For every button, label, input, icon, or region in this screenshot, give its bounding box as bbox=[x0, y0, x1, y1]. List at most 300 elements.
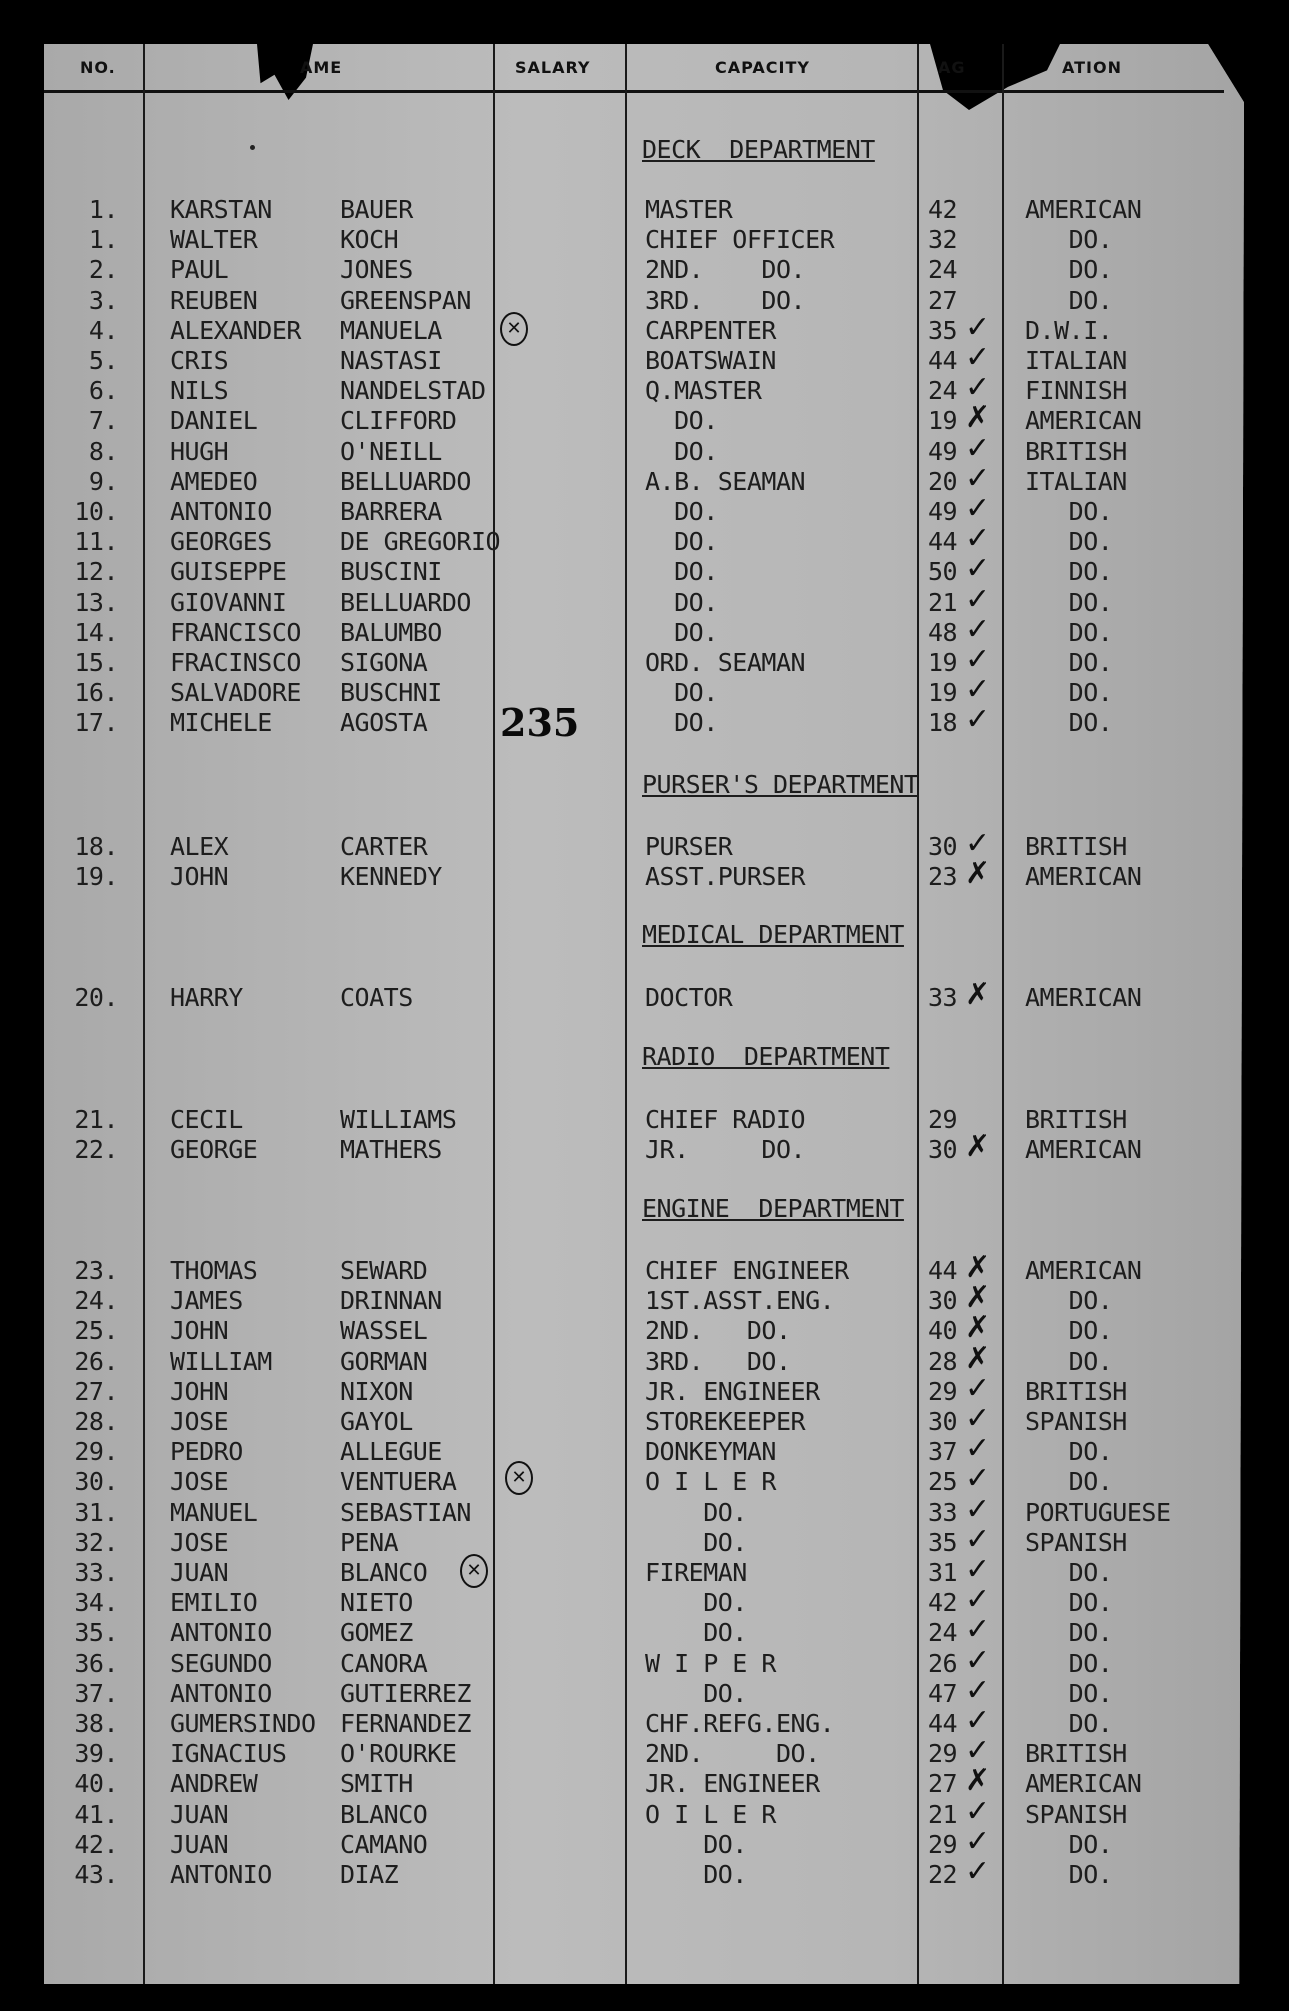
row-no: 39. bbox=[74, 1739, 118, 1769]
cross-mark: ✗ bbox=[965, 856, 991, 892]
capacity: DO. bbox=[645, 1527, 747, 1557]
row-no: 29. bbox=[74, 1437, 118, 1467]
age: 32 bbox=[928, 225, 958, 255]
column-rule bbox=[917, 44, 919, 1984]
nationality: AMERICAN bbox=[1025, 195, 1142, 224]
first-name: AMEDEO bbox=[170, 466, 258, 496]
nationality: DO. bbox=[1025, 1467, 1113, 1497]
age: 33 bbox=[928, 1497, 958, 1527]
row-no: 4. bbox=[88, 315, 118, 345]
row-no: 31. bbox=[74, 1497, 118, 1527]
capacity: DO. bbox=[645, 708, 718, 738]
first-name: GUISEPPE bbox=[170, 557, 287, 587]
capacity: PURSER bbox=[645, 832, 733, 861]
age: 24 bbox=[928, 255, 958, 285]
age: 49 bbox=[928, 436, 958, 466]
row-no: 7. bbox=[88, 406, 118, 436]
nationality: AMERICAN bbox=[1025, 1256, 1142, 1285]
nationality: SPANISH bbox=[1025, 1799, 1127, 1829]
first-name: MANUEL bbox=[170, 1497, 258, 1527]
last-name: NIXON bbox=[340, 1376, 413, 1406]
first-name: ANDREW bbox=[170, 1769, 258, 1799]
age: 25 bbox=[928, 1467, 958, 1497]
age: 26 bbox=[928, 1648, 958, 1678]
nationality: BRITISH bbox=[1025, 1105, 1127, 1134]
first-name: JOSE bbox=[170, 1527, 229, 1557]
capacity: CHIEF ENGINEER bbox=[645, 1256, 849, 1285]
age: 29 bbox=[928, 1739, 958, 1769]
last-name: BUSCHNI bbox=[340, 678, 442, 708]
first-name: JOHN bbox=[170, 1376, 229, 1406]
nationality: DO. bbox=[1025, 1558, 1113, 1587]
last-name: BAUER bbox=[340, 195, 413, 224]
last-name: COATS bbox=[340, 983, 413, 1012]
row-no: 40. bbox=[74, 1769, 118, 1799]
first-name: CECIL bbox=[170, 1105, 243, 1134]
column-rule bbox=[493, 44, 495, 1984]
last-name: WASSEL bbox=[340, 1316, 428, 1346]
first-name: JOSE bbox=[170, 1407, 229, 1436]
row-no: 43. bbox=[74, 1860, 118, 1889]
check-mark: ✓ bbox=[965, 1491, 991, 1527]
nationality: BRITISH bbox=[1025, 436, 1127, 466]
circled-x-mark: ✕ bbox=[505, 1461, 533, 1495]
check-mark: ✓ bbox=[965, 826, 991, 861]
row-no: 24. bbox=[74, 1286, 118, 1316]
age: 24 bbox=[928, 1618, 958, 1648]
capacity: DO. bbox=[645, 557, 718, 587]
age: 23 bbox=[928, 862, 958, 892]
first-name: ANTONIO bbox=[170, 1860, 272, 1889]
circled-x-mark: ✕ bbox=[460, 1554, 488, 1588]
nationality: SPANISH bbox=[1025, 1527, 1127, 1557]
row-no: 27. bbox=[74, 1376, 118, 1406]
nationality: DO. bbox=[1025, 1678, 1113, 1708]
row-no: 23. bbox=[74, 1256, 118, 1285]
row-no: 11. bbox=[74, 527, 118, 557]
cross-mark: ✗ bbox=[965, 1763, 991, 1799]
age: 19 bbox=[928, 648, 958, 677]
capacity: DO. bbox=[645, 617, 718, 647]
section-title: MEDICAL DEPARTMENT bbox=[642, 920, 904, 949]
row-no: 6. bbox=[88, 376, 118, 406]
last-name: VENTUERA bbox=[340, 1467, 457, 1497]
row-no: 35. bbox=[74, 1618, 118, 1648]
cross-mark: ✗ bbox=[965, 1250, 991, 1285]
nationality: DO. bbox=[1025, 1829, 1113, 1859]
nationality: AMERICAN bbox=[1025, 406, 1142, 436]
section-title: PURSER'S DEPARTMENT bbox=[642, 770, 919, 799]
nationality: DO. bbox=[1025, 527, 1113, 557]
age: 24 bbox=[928, 376, 958, 406]
age: 35 bbox=[928, 1527, 958, 1557]
column-rule bbox=[143, 44, 145, 1984]
age: 19 bbox=[928, 678, 958, 708]
age: 31 bbox=[928, 1558, 958, 1587]
nationality: AMERICAN bbox=[1025, 983, 1142, 1012]
capacity: DO. bbox=[645, 436, 718, 466]
row-no: 1. bbox=[88, 225, 118, 255]
row-no: 25. bbox=[74, 1316, 118, 1346]
last-name: CLIFFORD bbox=[340, 406, 457, 436]
row-no: 26. bbox=[74, 1346, 118, 1376]
nationality: ITALIAN bbox=[1025, 466, 1127, 496]
check-mark: ✓ bbox=[965, 611, 991, 647]
capacity: JR. ENGINEER bbox=[645, 1769, 820, 1799]
capacity: DO. bbox=[645, 406, 718, 436]
check-mark: ✓ bbox=[965, 340, 991, 375]
row-no: 42. bbox=[74, 1829, 118, 1859]
capacity: DO. bbox=[645, 1860, 747, 1889]
age: 44 bbox=[928, 1709, 958, 1738]
nationality: DO. bbox=[1025, 648, 1113, 677]
capacity: DO. bbox=[645, 587, 718, 617]
capacity: DO. bbox=[645, 497, 718, 526]
first-name: FRACINSCO bbox=[170, 648, 301, 677]
age: 30 bbox=[928, 1286, 958, 1316]
last-name: O'ROURKE bbox=[340, 1739, 457, 1769]
last-name: DIAZ bbox=[340, 1860, 399, 1889]
first-name: SEGUNDO bbox=[170, 1648, 272, 1678]
row-no: 33. bbox=[74, 1558, 118, 1587]
row-no: 34. bbox=[74, 1588, 118, 1618]
cross-mark: ✗ bbox=[965, 1129, 991, 1165]
nationality: AMERICAN bbox=[1025, 862, 1142, 892]
capacity: ORD. SEAMAN bbox=[645, 648, 806, 677]
first-name: MICHELE bbox=[170, 708, 272, 738]
nationality: DO. bbox=[1025, 708, 1113, 738]
last-name: BALUMBO bbox=[340, 617, 442, 647]
age: 22 bbox=[928, 1860, 958, 1889]
capacity: DO. bbox=[645, 1829, 747, 1859]
check-mark: ✓ bbox=[965, 521, 991, 557]
nationality: DO. bbox=[1025, 587, 1113, 617]
age: 44 bbox=[928, 1256, 958, 1285]
last-name: ALLEGUE bbox=[340, 1437, 442, 1467]
capacity: DO. bbox=[645, 1618, 747, 1648]
capacity: Q.MASTER bbox=[645, 376, 762, 406]
check-mark: ✓ bbox=[965, 430, 991, 466]
first-name: DANIEL bbox=[170, 406, 258, 436]
first-name: GEORGES bbox=[170, 527, 272, 557]
age: 18 bbox=[928, 708, 958, 738]
capacity: 2ND. DO. bbox=[645, 1739, 820, 1769]
nationality: DO. bbox=[1025, 1618, 1113, 1648]
capacity: JR. DO. bbox=[645, 1135, 806, 1165]
first-name: THOMAS bbox=[170, 1256, 258, 1285]
last-name: BLANCO bbox=[340, 1799, 428, 1829]
section-title: DECK DEPARTMENT bbox=[642, 135, 875, 164]
first-name: PEDRO bbox=[170, 1437, 243, 1467]
row-no: 41. bbox=[74, 1799, 118, 1829]
age: 35 bbox=[928, 315, 958, 345]
age: 19 bbox=[928, 406, 958, 436]
age: 30 bbox=[928, 1135, 958, 1165]
nationality: ITALIAN bbox=[1025, 346, 1127, 375]
row-no: 37. bbox=[74, 1678, 118, 1708]
last-name: GAYOL bbox=[340, 1407, 413, 1436]
first-name: ANTONIO bbox=[170, 497, 272, 526]
col-header-capacity: CAPACITY bbox=[715, 58, 810, 77]
row-no: 10. bbox=[74, 497, 118, 526]
last-name: BELLUARDO bbox=[340, 587, 471, 617]
last-name: KENNEDY bbox=[340, 862, 442, 892]
last-name: MANUELA bbox=[340, 315, 442, 345]
age: 42 bbox=[928, 1588, 958, 1618]
circled-x-mark: ✕ bbox=[500, 312, 528, 346]
capacity: CHIEF OFFICER bbox=[645, 225, 835, 255]
column-rule bbox=[625, 44, 627, 1984]
last-name: BARRERA bbox=[340, 497, 442, 526]
first-name: EMILIO bbox=[170, 1588, 258, 1618]
nationality: DO. bbox=[1025, 255, 1113, 285]
row-no: 16. bbox=[74, 678, 118, 708]
cross-mark: ✗ bbox=[965, 1280, 991, 1316]
row-no: 28. bbox=[74, 1407, 118, 1436]
last-name: MATHERS bbox=[340, 1135, 442, 1165]
check-mark: ✓ bbox=[965, 1582, 991, 1618]
nationality: DO. bbox=[1025, 285, 1113, 315]
section-title: RADIO DEPARTMENT bbox=[642, 1042, 890, 1071]
check-mark: ✓ bbox=[965, 1793, 991, 1829]
col-header-age: AG bbox=[938, 58, 966, 77]
column-rule bbox=[1002, 44, 1004, 1984]
check-mark: ✓ bbox=[965, 1642, 991, 1678]
nationality: AMERICAN bbox=[1025, 1769, 1142, 1799]
first-name: CRIS bbox=[170, 346, 229, 375]
nationality: DO. bbox=[1025, 1709, 1113, 1738]
capacity: DONKEYMAN bbox=[645, 1437, 776, 1467]
last-name: GORMAN bbox=[340, 1346, 428, 1376]
first-name: ANTONIO bbox=[170, 1618, 272, 1648]
age: 47 bbox=[928, 1678, 958, 1708]
col-header-name: AME bbox=[300, 58, 343, 77]
last-name: GREENSPAN bbox=[340, 285, 471, 315]
last-name: JONES bbox=[340, 255, 413, 285]
check-mark: ✓ bbox=[965, 1854, 991, 1889]
first-name: JUAN bbox=[170, 1799, 229, 1829]
salary-note: 235 bbox=[500, 700, 580, 745]
age: 50 bbox=[928, 557, 958, 587]
age: 28 bbox=[928, 1346, 958, 1376]
check-mark: ✓ bbox=[965, 1733, 991, 1769]
age: 30 bbox=[928, 832, 958, 861]
first-name: JOHN bbox=[170, 862, 229, 892]
first-name: GEORGE bbox=[170, 1135, 258, 1165]
row-no: 20. bbox=[74, 983, 118, 1012]
capacity: DO. bbox=[645, 1497, 747, 1527]
capacity: MASTER bbox=[645, 195, 733, 224]
first-name: PAUL bbox=[170, 255, 229, 285]
nationality: DO. bbox=[1025, 1860, 1113, 1889]
capacity: 2ND. DO. bbox=[645, 1316, 791, 1346]
last-name: GUTIERREZ bbox=[340, 1678, 471, 1708]
check-mark: ✓ bbox=[965, 672, 991, 708]
capacity: CHF.REFG.ENG. bbox=[645, 1709, 835, 1738]
nationality: DO. bbox=[1025, 1286, 1113, 1316]
first-name: ALEX bbox=[170, 832, 229, 861]
age: 49 bbox=[928, 497, 958, 526]
check-mark: ✓ bbox=[965, 1823, 991, 1859]
capacity: CARPENTER bbox=[645, 315, 776, 345]
first-name: JUAN bbox=[170, 1829, 229, 1859]
first-name: FRANCISCO bbox=[170, 617, 301, 647]
row-no: 14. bbox=[74, 617, 118, 647]
first-name: HARRY bbox=[170, 983, 243, 1012]
age: 42 bbox=[928, 195, 958, 224]
first-name: JOSE bbox=[170, 1467, 229, 1497]
age: 37 bbox=[928, 1437, 958, 1467]
check-mark: ✓ bbox=[965, 702, 991, 738]
check-mark: ✓ bbox=[965, 1703, 991, 1738]
last-name: NANDELSTAD bbox=[340, 376, 486, 406]
section-title: ENGINE DEPARTMENT bbox=[642, 1194, 904, 1223]
last-name: AGOSTA bbox=[340, 708, 428, 738]
capacity: DO. bbox=[645, 1588, 747, 1618]
last-name: SEWARD bbox=[340, 1256, 428, 1285]
last-name: SMITH bbox=[340, 1769, 413, 1799]
check-mark: ✓ bbox=[965, 1401, 991, 1436]
capacity: O I L E R bbox=[645, 1799, 776, 1829]
row-no: 5. bbox=[88, 346, 118, 375]
last-name: O'NEILL bbox=[340, 436, 442, 466]
capacity: DO. bbox=[645, 1678, 747, 1708]
nationality: BRITISH bbox=[1025, 1376, 1127, 1406]
capacity: W I P E R bbox=[645, 1648, 776, 1678]
last-name: BUSCINI bbox=[340, 557, 442, 587]
check-mark: ✓ bbox=[965, 1431, 991, 1467]
capacity: BOATSWAIN bbox=[645, 346, 776, 375]
first-name: NILS bbox=[170, 376, 229, 406]
check-mark: ✓ bbox=[965, 581, 991, 617]
row-no: 32. bbox=[74, 1527, 118, 1557]
last-name: NIETO bbox=[340, 1588, 413, 1618]
nationality: DO. bbox=[1025, 225, 1113, 255]
nationality: FINNISH bbox=[1025, 376, 1127, 406]
first-name: KARSTAN bbox=[170, 195, 272, 224]
check-mark: ✓ bbox=[965, 1370, 991, 1406]
capacity: JR. ENGINEER bbox=[645, 1376, 820, 1406]
age: 20 bbox=[928, 466, 958, 496]
capacity: 2ND. DO. bbox=[645, 255, 806, 285]
col-header-no: NO. bbox=[80, 58, 116, 77]
last-name: PENA bbox=[340, 1527, 399, 1557]
cross-mark: ✗ bbox=[965, 1340, 991, 1376]
nationality: DO. bbox=[1025, 1648, 1113, 1678]
nationality: BRITISH bbox=[1025, 1739, 1127, 1769]
header-rule bbox=[44, 90, 1224, 93]
check-mark: ✓ bbox=[965, 1612, 991, 1648]
capacity: DOCTOR bbox=[645, 983, 733, 1012]
first-name: IGNACIUS bbox=[170, 1739, 287, 1769]
first-name: REUBEN bbox=[170, 285, 258, 315]
row-no: 9. bbox=[88, 466, 118, 496]
last-name: CARTER bbox=[340, 832, 428, 861]
row-no: 22. bbox=[74, 1135, 118, 1165]
first-name: HUGH bbox=[170, 436, 229, 466]
age: 27 bbox=[928, 285, 958, 315]
check-mark: ✓ bbox=[965, 551, 991, 587]
check-mark: ✓ bbox=[965, 1461, 991, 1497]
cross-mark: ✗ bbox=[965, 400, 991, 436]
age: 29 bbox=[928, 1105, 958, 1134]
first-name: ANTONIO bbox=[170, 1678, 272, 1708]
nationality: DO. bbox=[1025, 557, 1113, 587]
age: 44 bbox=[928, 527, 958, 557]
age: 29 bbox=[928, 1376, 958, 1406]
nationality: DO. bbox=[1025, 1437, 1113, 1467]
nationality: DO. bbox=[1025, 678, 1113, 708]
row-no: 8. bbox=[88, 436, 118, 466]
capacity: ASST.PURSER bbox=[645, 862, 806, 892]
last-name: CANORA bbox=[340, 1648, 428, 1678]
last-name: NASTASI bbox=[340, 346, 442, 375]
nationality: BRITISH bbox=[1025, 832, 1127, 861]
last-name: DRINNAN bbox=[340, 1286, 442, 1316]
col-header-nationality: ATION bbox=[1062, 58, 1122, 77]
check-mark: ✓ bbox=[965, 1552, 991, 1587]
row-no: 19. bbox=[74, 862, 118, 892]
last-name: SEBASTIAN bbox=[340, 1497, 471, 1527]
cross-mark: ✗ bbox=[965, 1310, 991, 1346]
age: 21 bbox=[928, 1799, 958, 1829]
age: 44 bbox=[928, 346, 958, 375]
age: 40 bbox=[928, 1316, 958, 1346]
last-name: BLANCO bbox=[340, 1558, 428, 1587]
last-name: FERNANDEZ bbox=[340, 1709, 471, 1738]
capacity: 3RD. DO. bbox=[645, 1346, 791, 1376]
nationality: DO. bbox=[1025, 1346, 1113, 1376]
row-no: 21. bbox=[74, 1105, 118, 1134]
last-name: WILLIAMS bbox=[340, 1105, 457, 1134]
row-no: 2. bbox=[88, 255, 118, 285]
first-name: GUMERSINDO bbox=[170, 1709, 316, 1738]
check-mark: ✓ bbox=[965, 642, 991, 677]
last-name: KOCH bbox=[340, 225, 399, 255]
cross-mark: ✗ bbox=[965, 977, 991, 1012]
last-name: BELLUARDO bbox=[340, 466, 471, 496]
age: 29 bbox=[928, 1829, 958, 1859]
row-no: 3. bbox=[88, 285, 118, 315]
capacity: FIREMAN bbox=[645, 1558, 747, 1587]
row-no: 30. bbox=[74, 1467, 118, 1497]
check-mark: ✓ bbox=[965, 1521, 991, 1557]
check-mark: ✓ bbox=[965, 370, 991, 406]
nationality: D.W.I. bbox=[1025, 315, 1113, 345]
check-mark: ✓ bbox=[965, 491, 991, 526]
age: 27 bbox=[928, 1769, 958, 1799]
first-name: GIOVANNI bbox=[170, 587, 287, 617]
row-no: 17. bbox=[74, 708, 118, 738]
nationality: DO. bbox=[1025, 1316, 1113, 1346]
first-name: WILLIAM bbox=[170, 1346, 272, 1376]
age: 21 bbox=[928, 587, 958, 617]
row-no: 36. bbox=[74, 1648, 118, 1678]
first-name: WALTER bbox=[170, 225, 258, 255]
first-name: JOHN bbox=[170, 1316, 229, 1346]
ink-dot bbox=[250, 145, 255, 150]
age: 48 bbox=[928, 617, 958, 647]
check-mark: ✓ bbox=[965, 460, 991, 496]
last-name: DE GREGORIO bbox=[340, 527, 501, 557]
nationality: SPANISH bbox=[1025, 1407, 1127, 1436]
capacity: O I L E R bbox=[645, 1467, 776, 1497]
check-mark: ✓ bbox=[965, 1672, 991, 1708]
row-no: 38. bbox=[74, 1709, 118, 1738]
row-no: 12. bbox=[74, 557, 118, 587]
row-no: 1. bbox=[88, 195, 118, 224]
age: 33 bbox=[928, 983, 958, 1012]
